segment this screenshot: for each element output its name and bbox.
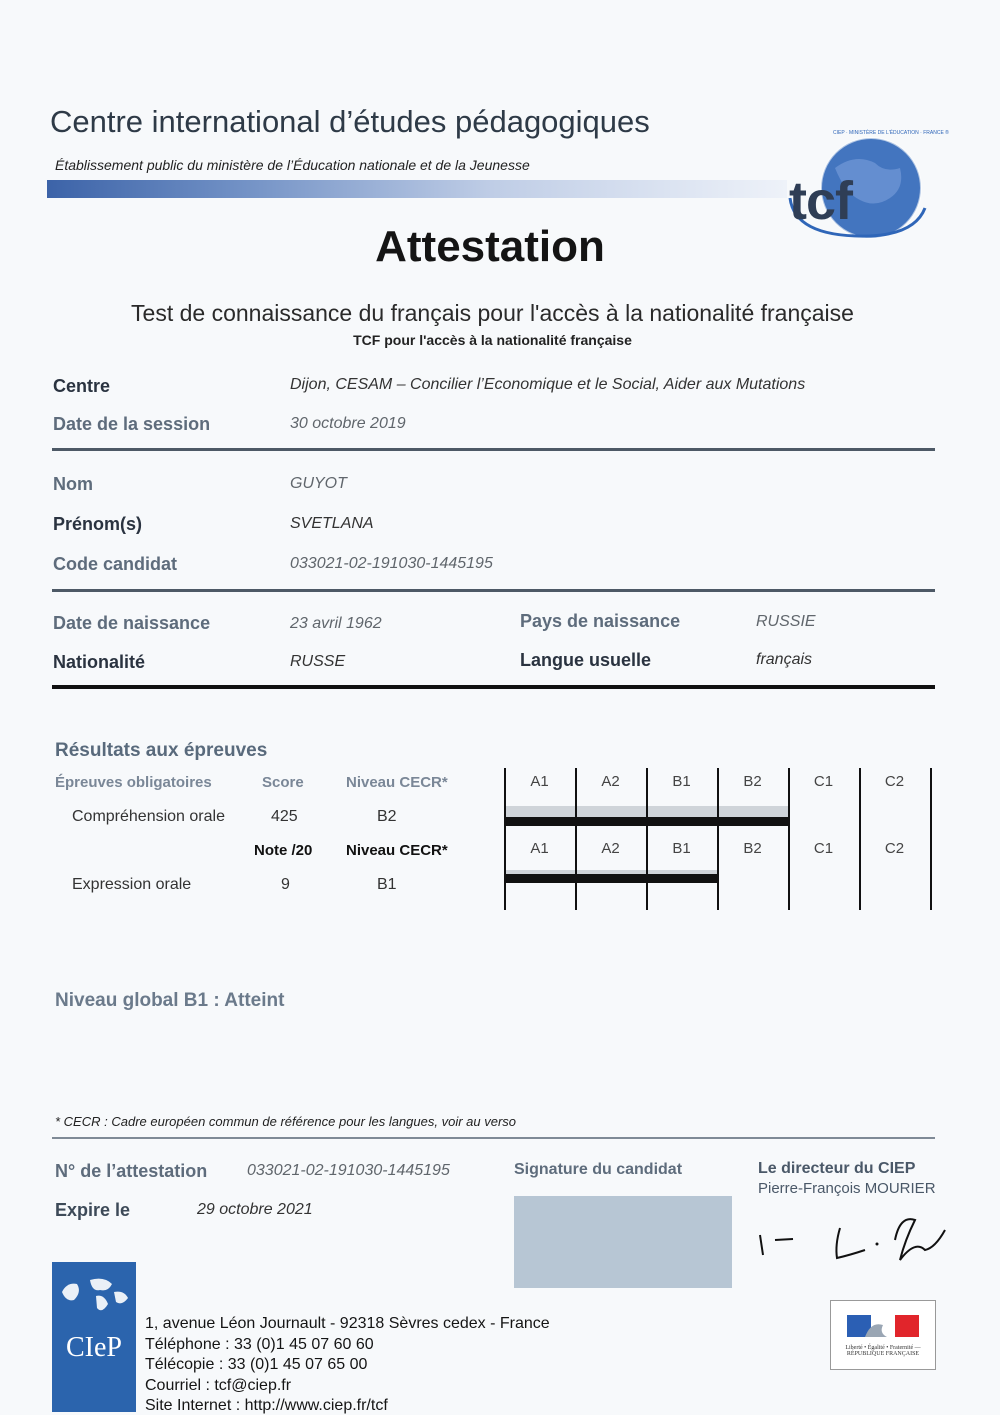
- scale-label: A1: [530, 773, 549, 790]
- prenom-value: SVETLANA: [290, 515, 374, 532]
- tcf-logo-text: tcf: [789, 171, 852, 231]
- address: 1, avenue Léon Journault - 92318 Sèvres cedex - France: [145, 1315, 550, 1332]
- birth-date-value: 23 avril 1962: [290, 615, 382, 632]
- results-title: Résultats aux épreuves: [55, 740, 268, 761]
- scale-label: A2: [601, 773, 620, 790]
- code-candidat-label: Code candidat: [53, 554, 178, 574]
- scale-divider: [646, 768, 648, 910]
- birth-country-value: RUSSIE: [756, 613, 816, 630]
- centre-label: Centre: [53, 376, 111, 396]
- signature-box: [514, 1196, 732, 1288]
- global-level: Niveau global B1 : Atteint: [55, 990, 285, 1011]
- header-niveau: Niveau CECR*: [346, 774, 448, 791]
- divider: [52, 589, 935, 592]
- scale-divider: [788, 768, 790, 910]
- test-name: Compréhension orale: [72, 808, 225, 825]
- telecopie: Télécopie : 33 (0)1 45 07 65 00: [145, 1356, 368, 1373]
- nom-label: Nom: [53, 474, 93, 494]
- page-subtitle-short: TCF pour l'accès à la nationalité française: [353, 332, 632, 348]
- language-label: Langue usuelle: [520, 650, 652, 670]
- signature-label: Signature du candidat: [514, 1161, 683, 1178]
- birth-country-label: Pays de naissance: [520, 611, 681, 631]
- scale-divider: [717, 768, 719, 910]
- director-signature: [755, 1200, 955, 1270]
- test-level: B1: [377, 876, 397, 893]
- test-score: 9: [281, 876, 290, 893]
- test-name: Expression orale: [72, 876, 192, 893]
- director-name: Pierre-François MOURIER: [758, 1180, 936, 1197]
- scale-label: B1: [672, 773, 691, 790]
- header-score: Score: [262, 774, 304, 791]
- republique-francaise-logo: [830, 1300, 936, 1370]
- page-subtitle: Test de connaissance du français pour l'accès à la nationalité française: [131, 300, 854, 326]
- telephone: Téléphone : 33 (0)1 45 07 60 60: [145, 1336, 374, 1353]
- footnote: * CECR : Cadre européen commun de référence pour les langues, voir au verso: [55, 1114, 517, 1129]
- test-level: B2: [377, 808, 397, 825]
- ciep-logo-text: CIeP: [66, 1332, 122, 1363]
- scale-divider: [575, 768, 577, 910]
- ciep-logo: [52, 1262, 136, 1412]
- tcf-logo-ring-text: CIEP · MINISTÈRE DE L'ÉDUCATION · FRANCE ®: [833, 130, 949, 136]
- page-title: Attestation: [375, 222, 605, 271]
- session-date-label: Date de la session: [53, 414, 211, 434]
- scale-label: B2: [743, 840, 762, 857]
- header-bar: [47, 180, 787, 198]
- courriel: Courriel : tcf@ciep.fr: [145, 1377, 292, 1394]
- code-candidat-value: 033021-02-191030-1445195: [290, 555, 493, 572]
- divider: [52, 448, 935, 451]
- attestation-number-label: N° de l’attestation: [55, 1161, 208, 1181]
- header-epreuves: Épreuves obligatoires: [55, 774, 212, 791]
- org-name: Centre international d’études pédagogiques: [50, 104, 650, 139]
- scale-label: B1: [672, 840, 691, 857]
- test-score: 425: [271, 808, 298, 825]
- scale-label: C1: [813, 773, 834, 790]
- scale-divider: [859, 768, 861, 910]
- nom-value: GUYOT: [290, 475, 347, 492]
- website: Site Internet : http://www.ciep.fr/tcf: [145, 1397, 388, 1414]
- scale-label: C2: [884, 840, 905, 857]
- director-title: Le directeur du CIEP: [758, 1160, 916, 1177]
- attestation-number-value: 033021-02-191030-1445195: [247, 1162, 450, 1179]
- birth-date-label: Date de naissance: [53, 613, 211, 633]
- scale-divider: [504, 768, 506, 910]
- nationality-value: RUSSE: [290, 653, 346, 670]
- scale-divider: [930, 768, 932, 910]
- header-niveau-2: Niveau CECR*: [346, 842, 448, 859]
- divider: [52, 685, 935, 689]
- republique-text: Liberté • Égalité • Fraternité — RÉPUBLIQUE FRANÇAISE: [845, 1345, 921, 1357]
- centre-value: Dijon, CESAM – Concilier l’Economique et le Social, Aider aux Mutations: [290, 376, 806, 393]
- header-note: Note /20: [254, 842, 313, 859]
- level-bar: [504, 874, 717, 883]
- cecr-scale: [504, 768, 934, 908]
- expiry-label: Expire le: [55, 1200, 131, 1220]
- nationality-label: Nationalité: [53, 652, 146, 672]
- scale-label: C2: [884, 773, 905, 790]
- expiry-value: 29 octobre 2021: [197, 1201, 313, 1218]
- prenom-label: Prénom(s): [53, 514, 143, 534]
- scale-label: A1: [530, 840, 549, 857]
- session-date-value: 30 octobre 2019: [290, 415, 406, 432]
- scale-label: C1: [813, 840, 834, 857]
- divider: [52, 1137, 935, 1139]
- scale-label: A2: [601, 840, 620, 857]
- scale-label: B2: [743, 773, 762, 790]
- org-subtitle: Établissement public du ministère de l’Éducation nationale et de la Jeunesse: [55, 157, 530, 173]
- language-value: français: [756, 651, 813, 668]
